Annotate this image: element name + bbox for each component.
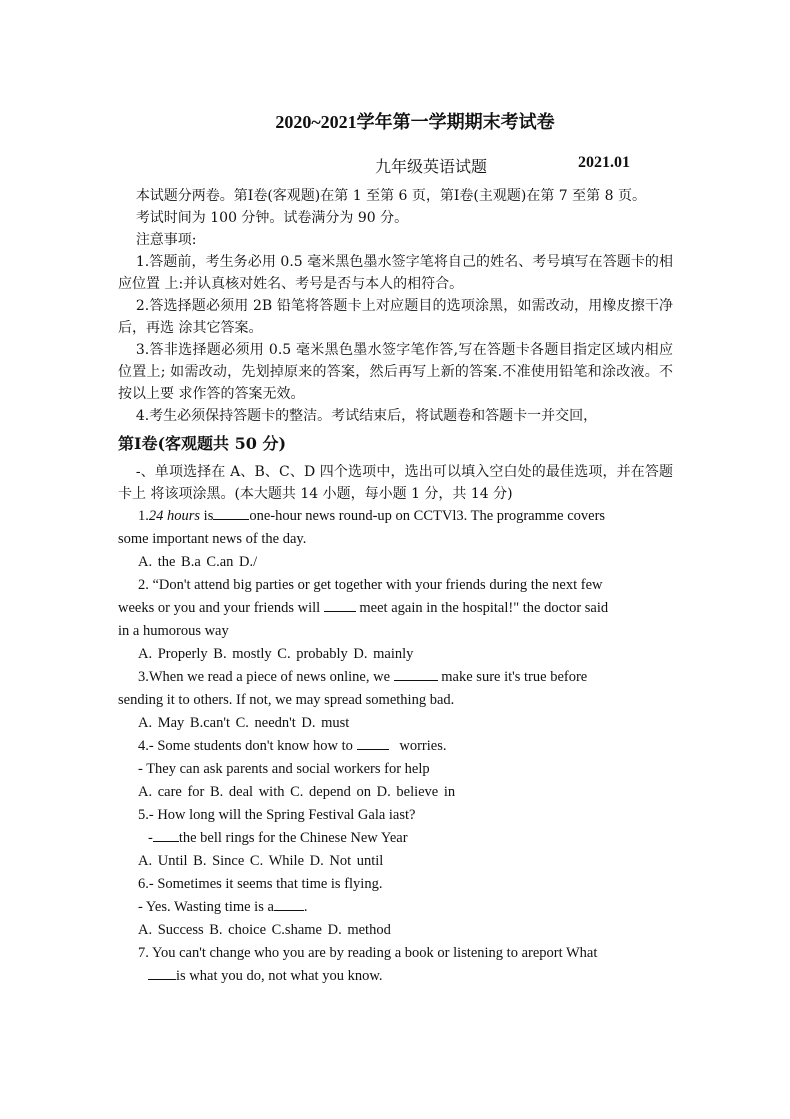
question-7: 7. You can't change who you are by reading a book or listening to areport What (138, 945, 598, 961)
note-2: 2.答选择题必须用 2B 铅笔将答题卡上对应题目的选项涂黑，如需改动，用橡皮擦干净后，再选 涂其它答案。 (118, 298, 673, 336)
question-3-options: A. May B.can't C. needn't D. must (138, 715, 350, 731)
question-1-cont: some important news of the day. (118, 531, 307, 547)
question-4: 4.- Some students don't know how to worries. (118, 735, 673, 758)
note-3: 3.答非选择题必须用 0.5 毫米黑色墨水签字笔作答,写在答题卡各题目指定区域内相应位置上; 如需改动，先划掉原来的答案，然后再写上新的答案.不准使用铅笔和涂改液。不按以上要 求作答的答案无效。 (118, 342, 673, 402)
intro-paragraph: 本试题分两卷。第Ⅰ卷(客观题)在第 1 至第 6 页，第Ⅰ卷(主观题)在第 7 至第 8 页。 (135, 188, 646, 204)
question-6-reply: - Yes. Wasting time is a . (118, 896, 673, 919)
question-3: 3.When we read a piece of news online, we make sure it's true before (118, 666, 673, 689)
note-4: 4.考生必须保持答题卡的整洁。考试结束后，将试题卷和答题卡一并交回， (135, 408, 598, 424)
note-1: 1.答题前，考生务必用 0.5 毫米黑色墨水签字笔将自己的姓名、考号填写在答题卡的相应位置 上:并认真核对姓名、考号是否与本人的相符合。 (118, 254, 673, 292)
question-5-reply: - the bell rings for the Chinese New Year (118, 827, 673, 850)
questions (118, 505, 673, 988)
answer-blank (357, 735, 389, 750)
section-title: 第Ⅰ卷(客观题共 50 分) (118, 434, 287, 453)
exam-body (118, 185, 673, 988)
answer-blank (148, 965, 176, 980)
question-4-reply: - They can ask parents and social workers for help (138, 761, 430, 777)
question-3-cont: sending it to others. If not, we may spread something bad. (118, 692, 455, 708)
question-2: 2. “Don't attend big parties or get together with your friends during the next few (138, 577, 603, 593)
intro-time: 考试时间为 100 分钟。试卷满分为 90 分。 (135, 210, 409, 226)
exam-subtitle: 九年级英语试题 (375, 157, 488, 176)
section-instruction: -、单项选择在 A、B、C、D 四个选项中，选出可以填入空白处的最佳选项，并在答题卡上 将该项涂黑。(本大题共 14 小题，每小题 1 分，共 14 分) (118, 464, 673, 502)
answer-blank (153, 827, 179, 842)
question-7-cont: is what you do, not what you know. (118, 965, 673, 988)
answer-blank (274, 896, 304, 911)
exam-date: 2021.01 (578, 154, 630, 171)
notes-heading: 注意事项: (135, 232, 197, 248)
question-4-options: A. care for B. deal with C. depend on D. believe in (138, 784, 456, 800)
question-2-options: A. Properly B. mostly C. probably D. mainly (138, 646, 414, 662)
question-5-options: A. Until B. Since C. While D. Not until (138, 853, 384, 869)
answer-blank (394, 666, 438, 681)
question-2-end: in a humorous way (118, 623, 229, 639)
question-1: 1.24 hours is one-hour news round-up on CCTVl3. The programme covers (118, 505, 673, 528)
exam-title: 2020~2021学年第一学期期末考试卷 (275, 112, 555, 132)
question-6-options: A. Success B. choice C.shame D. method (138, 922, 391, 938)
question-5: 5.- How long will the Spring Festival Gala iast? (138, 807, 416, 823)
answer-blank (213, 505, 249, 520)
question-6: 6.- Sometimes it seems that time is flying. (138, 876, 383, 892)
question-2-cont: weeks or you and your friends will meet again in the hospital!" the doctor said (118, 597, 673, 620)
answer-blank (324, 597, 356, 612)
question-1-options: A. the B.a C.an D./ (138, 554, 258, 570)
